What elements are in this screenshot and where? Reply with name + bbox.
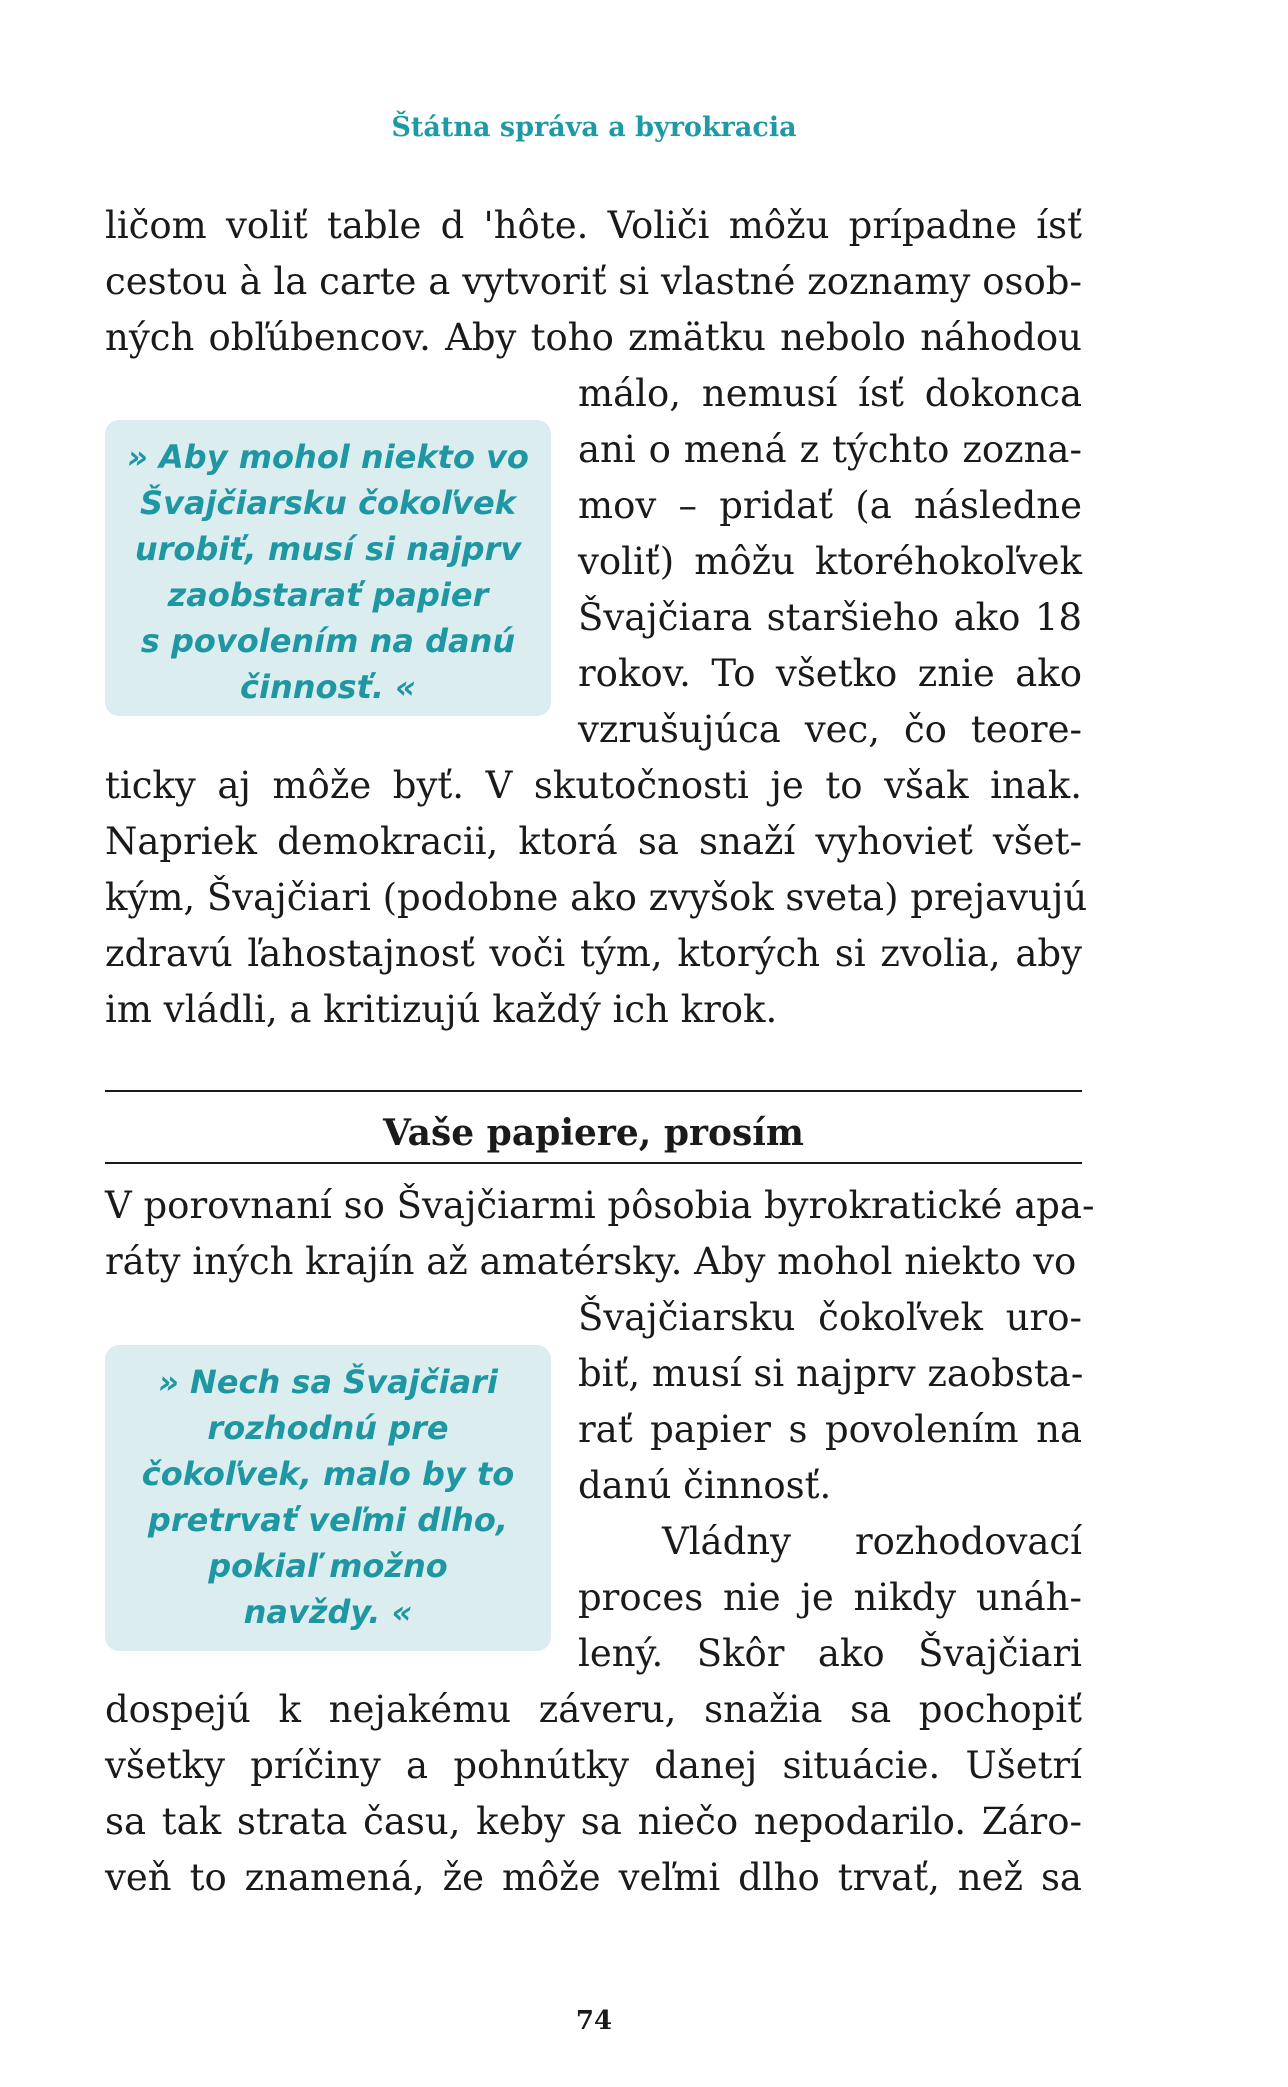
section-rule-bottom bbox=[105, 1162, 1082, 1164]
running-header: Štátna správa a byrokracia bbox=[391, 112, 797, 143]
page-number: 74 bbox=[575, 2006, 613, 2036]
pull-quote-line: navždy. « bbox=[243, 1593, 413, 1631]
section-title: Vaše papiere, prosím bbox=[382, 1112, 805, 1154]
body-line: im vládli, a kritizujú každý ich krok. bbox=[105, 988, 778, 1031]
body-line: všetky príčiny a pohnútky danej situácie. Ušetrí bbox=[105, 1744, 1082, 1787]
body-line: zdravú ľahostajnosť voči tým, ktorých si zvolia, aby bbox=[105, 932, 1082, 975]
pull-quote-line: s povolením na danú bbox=[140, 622, 516, 660]
pull-quote bbox=[105, 1345, 551, 1651]
body-line: mov – pridať (a následne bbox=[578, 484, 1082, 527]
body-line: cestou à la carte a vytvoriť si vlastné zoznamy osob- bbox=[105, 260, 1082, 303]
body-line: lený. Skôr ako Švajčiari bbox=[578, 1632, 1082, 1675]
pull-quote-line: čokoľvek, malo by to bbox=[141, 1455, 515, 1493]
body-line: rať papier s povolením na bbox=[578, 1408, 1082, 1451]
body-line: V porovnaní so Švajčiarmi pôsobia byrokratické apa- bbox=[105, 1184, 1095, 1227]
body-line: biť, musí si najprv zaobsta- bbox=[578, 1352, 1084, 1395]
section-rule-top bbox=[105, 1090, 1082, 1092]
pull-quote-line: » Nech sa Švajčiari bbox=[158, 1363, 498, 1401]
body-line: ticky aj môže byť. V skutočnosti je to však inak. bbox=[105, 764, 1082, 807]
body-line: málo, nemusí ísť dokonca bbox=[578, 372, 1082, 415]
body-line: voliť) môžu ktoréhokoľvek bbox=[578, 540, 1082, 583]
body-line: ných obľúbencov. Aby toho zmätku nebolo náhodou bbox=[105, 316, 1082, 359]
pull-quote-line: urobiť, musí si najprv bbox=[134, 530, 522, 568]
body-line: vzrušujúca vec, čo teore- bbox=[578, 708, 1082, 751]
pull-quote-line: pretrvať veľmi dlho, bbox=[147, 1501, 509, 1539]
pull-quote-line: pokiaľ možno bbox=[208, 1547, 448, 1585]
pull-quote-line: Švajčiarsku čokoľvek bbox=[140, 484, 516, 522]
body-line: Švajčiara staršieho ako 18 bbox=[578, 596, 1082, 639]
body-line: danú činnosť. bbox=[578, 1464, 832, 1507]
pull-quote-line: zaobstarať papier bbox=[167, 576, 489, 614]
body-line: Napriek demokracii, ktorá sa snaží vyhovieť všet- bbox=[105, 820, 1082, 863]
body-line: ráty iných krajín až amatérsky. Aby mohol niekto vo bbox=[105, 1240, 1077, 1283]
body-line: sa tak strata času, keby sa niečo nepodarilo. Záro- bbox=[105, 1800, 1082, 1843]
body-line: ličom voliť table d 'hôte. Voliči môžu prípadne ísť bbox=[105, 204, 1082, 247]
pull-quote-line: » Aby mohol niekto vo bbox=[127, 438, 529, 476]
pull-quote-line: rozhodnú pre bbox=[207, 1409, 449, 1447]
body-line: Švajčiarsku čokoľvek uro- bbox=[578, 1296, 1082, 1339]
pull-quote-line: činnosť. « bbox=[240, 668, 416, 706]
body-line: dospejú k nejakému záveru, snažia sa pochopiť bbox=[105, 1688, 1082, 1731]
body-line: rokov. To všetko znie ako bbox=[578, 652, 1082, 695]
body-line: Vládny rozhodovací bbox=[662, 1520, 1082, 1563]
body-line: kým, Švajčiari (podobne ako zvyšok sveta) prejavujú bbox=[105, 876, 1088, 919]
body-line: veň to znamená, že môže veľmi dlho trvať, než sa bbox=[105, 1856, 1082, 1899]
pull-quote bbox=[105, 420, 551, 716]
body-line: ani o mená z týchto zozna- bbox=[578, 428, 1082, 471]
body-line: proces nie je nikdy unáh- bbox=[578, 1576, 1082, 1619]
